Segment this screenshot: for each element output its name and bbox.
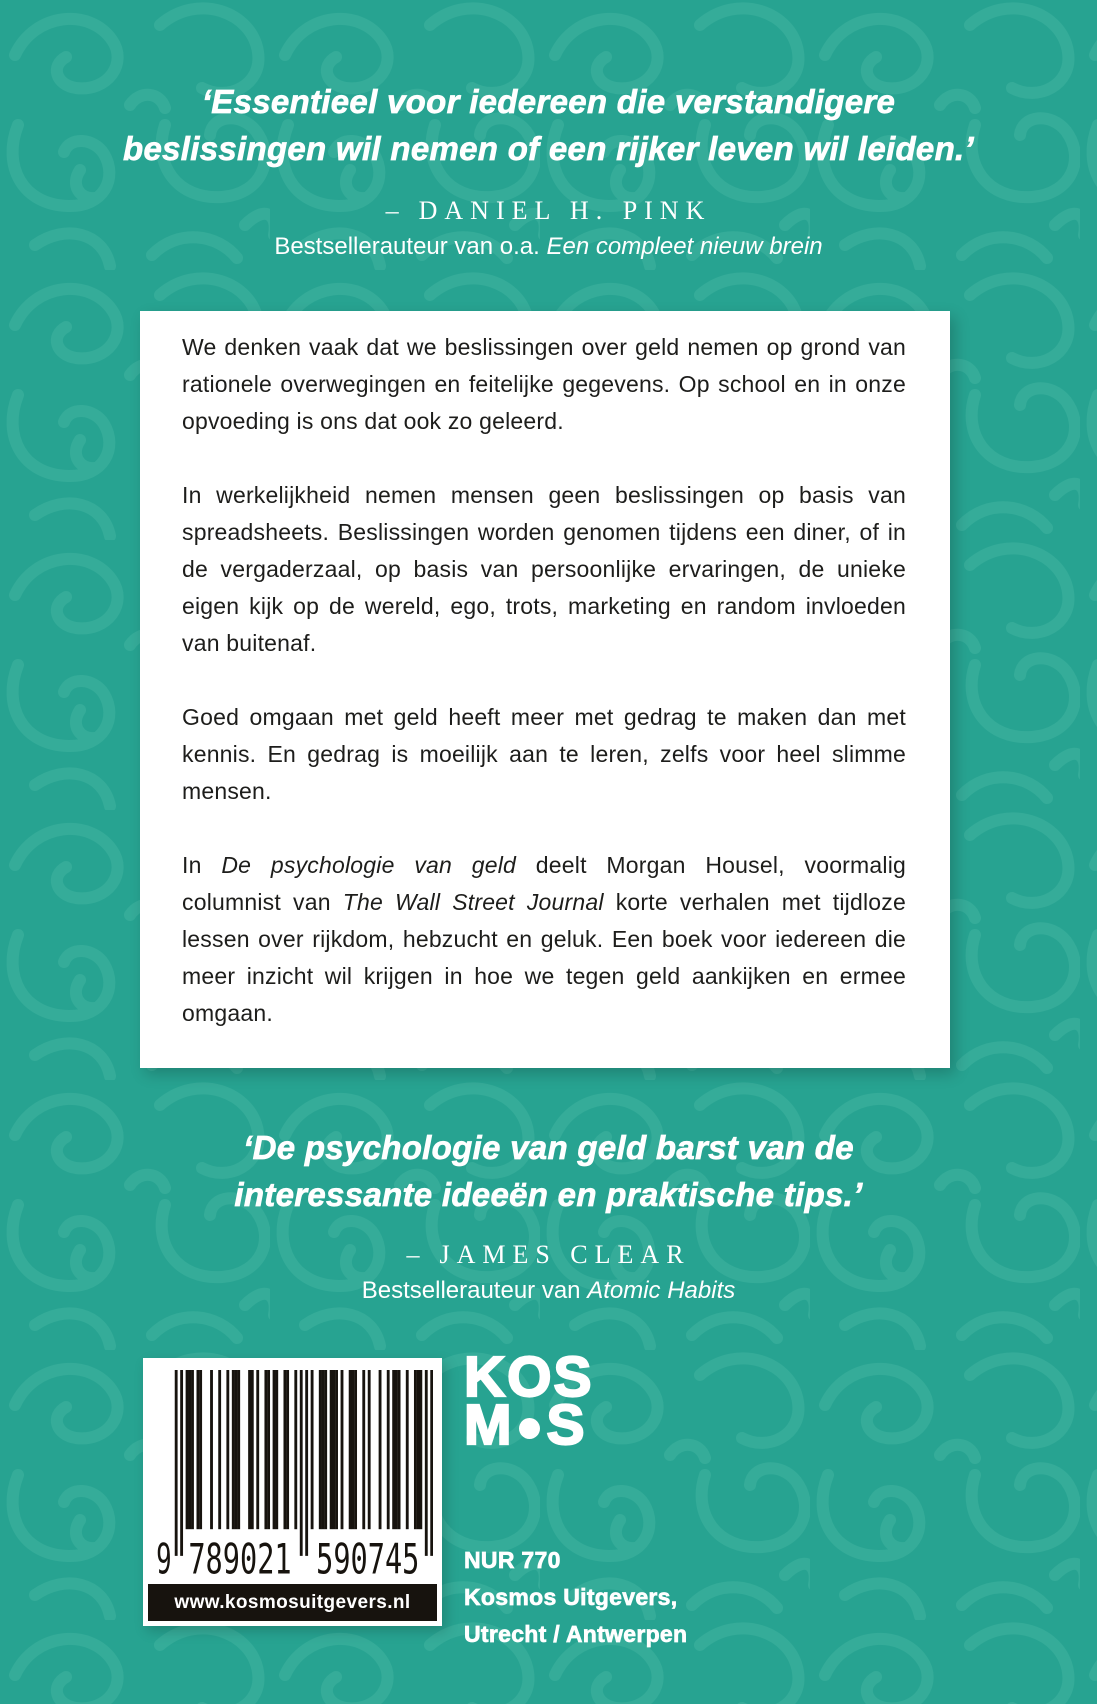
publisher-name: Kosmos Uitgevers, <box>464 1584 678 1610</box>
bottom-quote-line-1: ‘De psychologie van geld barst van de <box>243 1129 854 1166</box>
logo-line-1: KOS <box>464 1345 594 1409</box>
blurb-paragraph: We denken vaak dat we beslissingen over geld nemen op grond van rationele overwegingen en feitelijke gegevens. Op school en in onze opvoeding is ons dat ook zo geleerd. <box>182 334 906 434</box>
book-title-italic: Atomic Habits <box>587 1277 736 1304</box>
barcode-digit-group: 590745 <box>316 1536 420 1578</box>
attribution-name: DANIEL H. PINK <box>418 196 712 225</box>
top-quote-line-1: ‘Essentieel voor iedereen die verstandigere <box>201 83 896 120</box>
ean13-barcode <box>153 1370 433 1578</box>
barcode-digit-group: 9 <box>156 1536 172 1578</box>
publisher-cities: Utrecht / Antwerpen <box>464 1621 688 1647</box>
barcode-digit-group: 789021 <box>188 1536 292 1578</box>
attribution-subtitle-prefix: Bestsellerauteur van o.a. <box>274 233 547 260</box>
attribution-subtitle-prefix: Bestsellerauteur van <box>361 1277 588 1304</box>
logo-letter-m: M <box>464 1393 514 1457</box>
blurb-paragraph: Goed omgaan met geld heeft meer met gedrag te maken dan met kennis. En gedrag is moeilijk aan te leren, zelfs voor heel slimme mensen. <box>182 704 906 804</box>
blurb-paragraph: In werkelijkheid nemen mensen geen beslissingen op basis van spreadsheets. Beslissingen worden genomen tijdens een diner, of in de vergaderzaal, op basis van persoonlijke ervaringen, de unieke eigen kijk op de wereld, ego, trots, marketing en random invloeden van buitenaf. <box>182 482 906 656</box>
bottom-quote-attribution <box>0 1240 1097 1270</box>
bottom-quote <box>0 1124 1097 1218</box>
top-quote-attribution-subtitle <box>0 233 1097 261</box>
publisher-url-bar <box>148 1584 437 1621</box>
blurb-panel <box>140 311 950 1068</box>
nur-code: NUR 770 <box>464 1547 561 1573</box>
logo-letter-s: S <box>546 1393 587 1457</box>
attribution-dash: – <box>385 196 399 225</box>
attribution-dash: – <box>406 1240 420 1269</box>
top-quote-line-2: beslissingen wil nemen of een rijker leven wil leiden.’ <box>123 130 974 167</box>
book-title-italic: Een compleet nieuw brein <box>546 233 823 260</box>
blurb-paragraph: In De psychologie van geld deelt Morgan Housel, voormalig columnist van The Wall Street Journal korte verhalen met tijdloze lessen over rijkdom, hebzucht en geluk. Een boek voor iedereen die meer inzicht wil krijgen in hoe we tegen geld aankijken en ermee omgaan. <box>182 852 907 1026</box>
imprint <box>464 1542 687 1653</box>
bottom-quote-block <box>0 1124 1097 1305</box>
bottom-quote-line-2: interessante ideeën en praktische tips.’ <box>234 1176 863 1213</box>
top-quote-attribution <box>0 196 1097 226</box>
bottom-quote-attribution-subtitle <box>0 1277 1097 1305</box>
top-quote-block <box>0 78 1097 261</box>
attribution-name: JAMES CLEAR <box>439 1240 691 1269</box>
top-quote <box>0 78 1097 172</box>
kosmos-logo <box>464 1345 594 1457</box>
barcode-panel <box>143 1358 442 1626</box>
logo-dot-icon <box>519 1418 540 1439</box>
publisher-url: www.kosmosuitgevers.nl <box>174 1591 411 1613</box>
